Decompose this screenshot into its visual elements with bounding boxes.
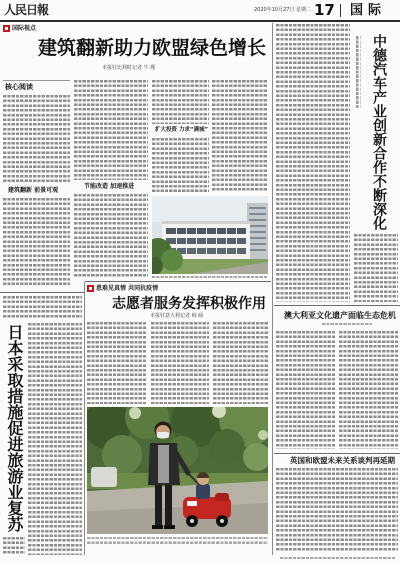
photo-volunteer-with-child: [87, 407, 268, 534]
section-tag-label: 国际视点: [12, 24, 37, 32]
page-number: 17: [314, 1, 335, 19]
article-divider: [85, 281, 271, 282]
australia-article-byline: [322, 323, 372, 326]
eu-article-byline: 本报驻比利时记者 牛 瑾: [102, 65, 156, 71]
body-text-column: [212, 80, 268, 192]
face-mask: [157, 432, 169, 438]
italy-article-headline: 志愿者服务发挥积极作用: [112, 296, 266, 312]
body-text-column: [152, 138, 209, 192]
body-text-column: [354, 234, 398, 302]
body-text-column: [339, 331, 398, 449]
eu-subhead: 节能改造 加速推进: [84, 183, 135, 190]
zone-divider: [272, 23, 273, 555]
body-text-column: [213, 322, 268, 404]
uk-article-headline: 英国和欧盟未来关系谈判再延期: [290, 456, 395, 465]
body-text-column: [276, 24, 350, 302]
tag-marker-icon: [87, 285, 94, 292]
tag-marker-icon: [3, 25, 10, 32]
germany-article-headline: 中德汽车产业创新合作不断深化: [371, 34, 387, 230]
topic-tag-label: 患难见真情 共同抗疫情: [96, 284, 159, 292]
topic-tag: [87, 285, 158, 292]
core-reading-rule: [3, 80, 70, 81]
section-name: 国际: [350, 3, 387, 18]
photo-caption: [87, 537, 268, 545]
body-text-column: [152, 80, 209, 124]
masthead-logo: 人民日報: [4, 3, 49, 17]
issue-date: 2020年10月27日 星期二: [254, 7, 312, 13]
core-reading-text: [3, 95, 70, 182]
body-text-column: [3, 296, 82, 319]
body-text-column: [276, 331, 335, 449]
photo-caption: [152, 276, 268, 279]
article-divider: [274, 453, 400, 454]
eu-subhead: 建筑翻新 前景可观: [8, 187, 59, 194]
section-tag: [3, 25, 36, 32]
article-divider: [0, 292, 84, 293]
eu-article-headline: 建筑翻新助力欧盟绿色增长: [38, 37, 267, 59]
core-reading-label: 核心阅读: [5, 83, 33, 91]
body-text-column: [151, 322, 209, 404]
masthead-rule: [0, 20, 400, 22]
body-text-column: [87, 322, 147, 404]
body-text-column: [74, 80, 148, 180]
article-divider: [274, 305, 400, 306]
photo-building: [152, 196, 268, 274]
body-text-column: [28, 323, 82, 555]
japan-article-headline: 日本采取措施促进旅游业复苏: [5, 324, 24, 532]
italy-article-byline: 本报驻意大利记者 韩 硕: [150, 313, 204, 319]
germany-article-byline: [356, 36, 361, 108]
masthead-divider: [340, 4, 341, 17]
article-divider: [84, 282, 85, 555]
australia-article-headline: 澳大利亚文化遗产面临生态危机: [284, 311, 396, 320]
page-footer: [280, 557, 396, 560]
eu-subhead: 扩大投资 力求“满城”: [155, 127, 209, 133]
body-text-column: [3, 198, 70, 287]
body-text-column: [74, 194, 148, 278]
child-figure: [196, 472, 210, 499]
body-text-column: [3, 537, 25, 555]
body-text-column: [276, 468, 398, 552]
